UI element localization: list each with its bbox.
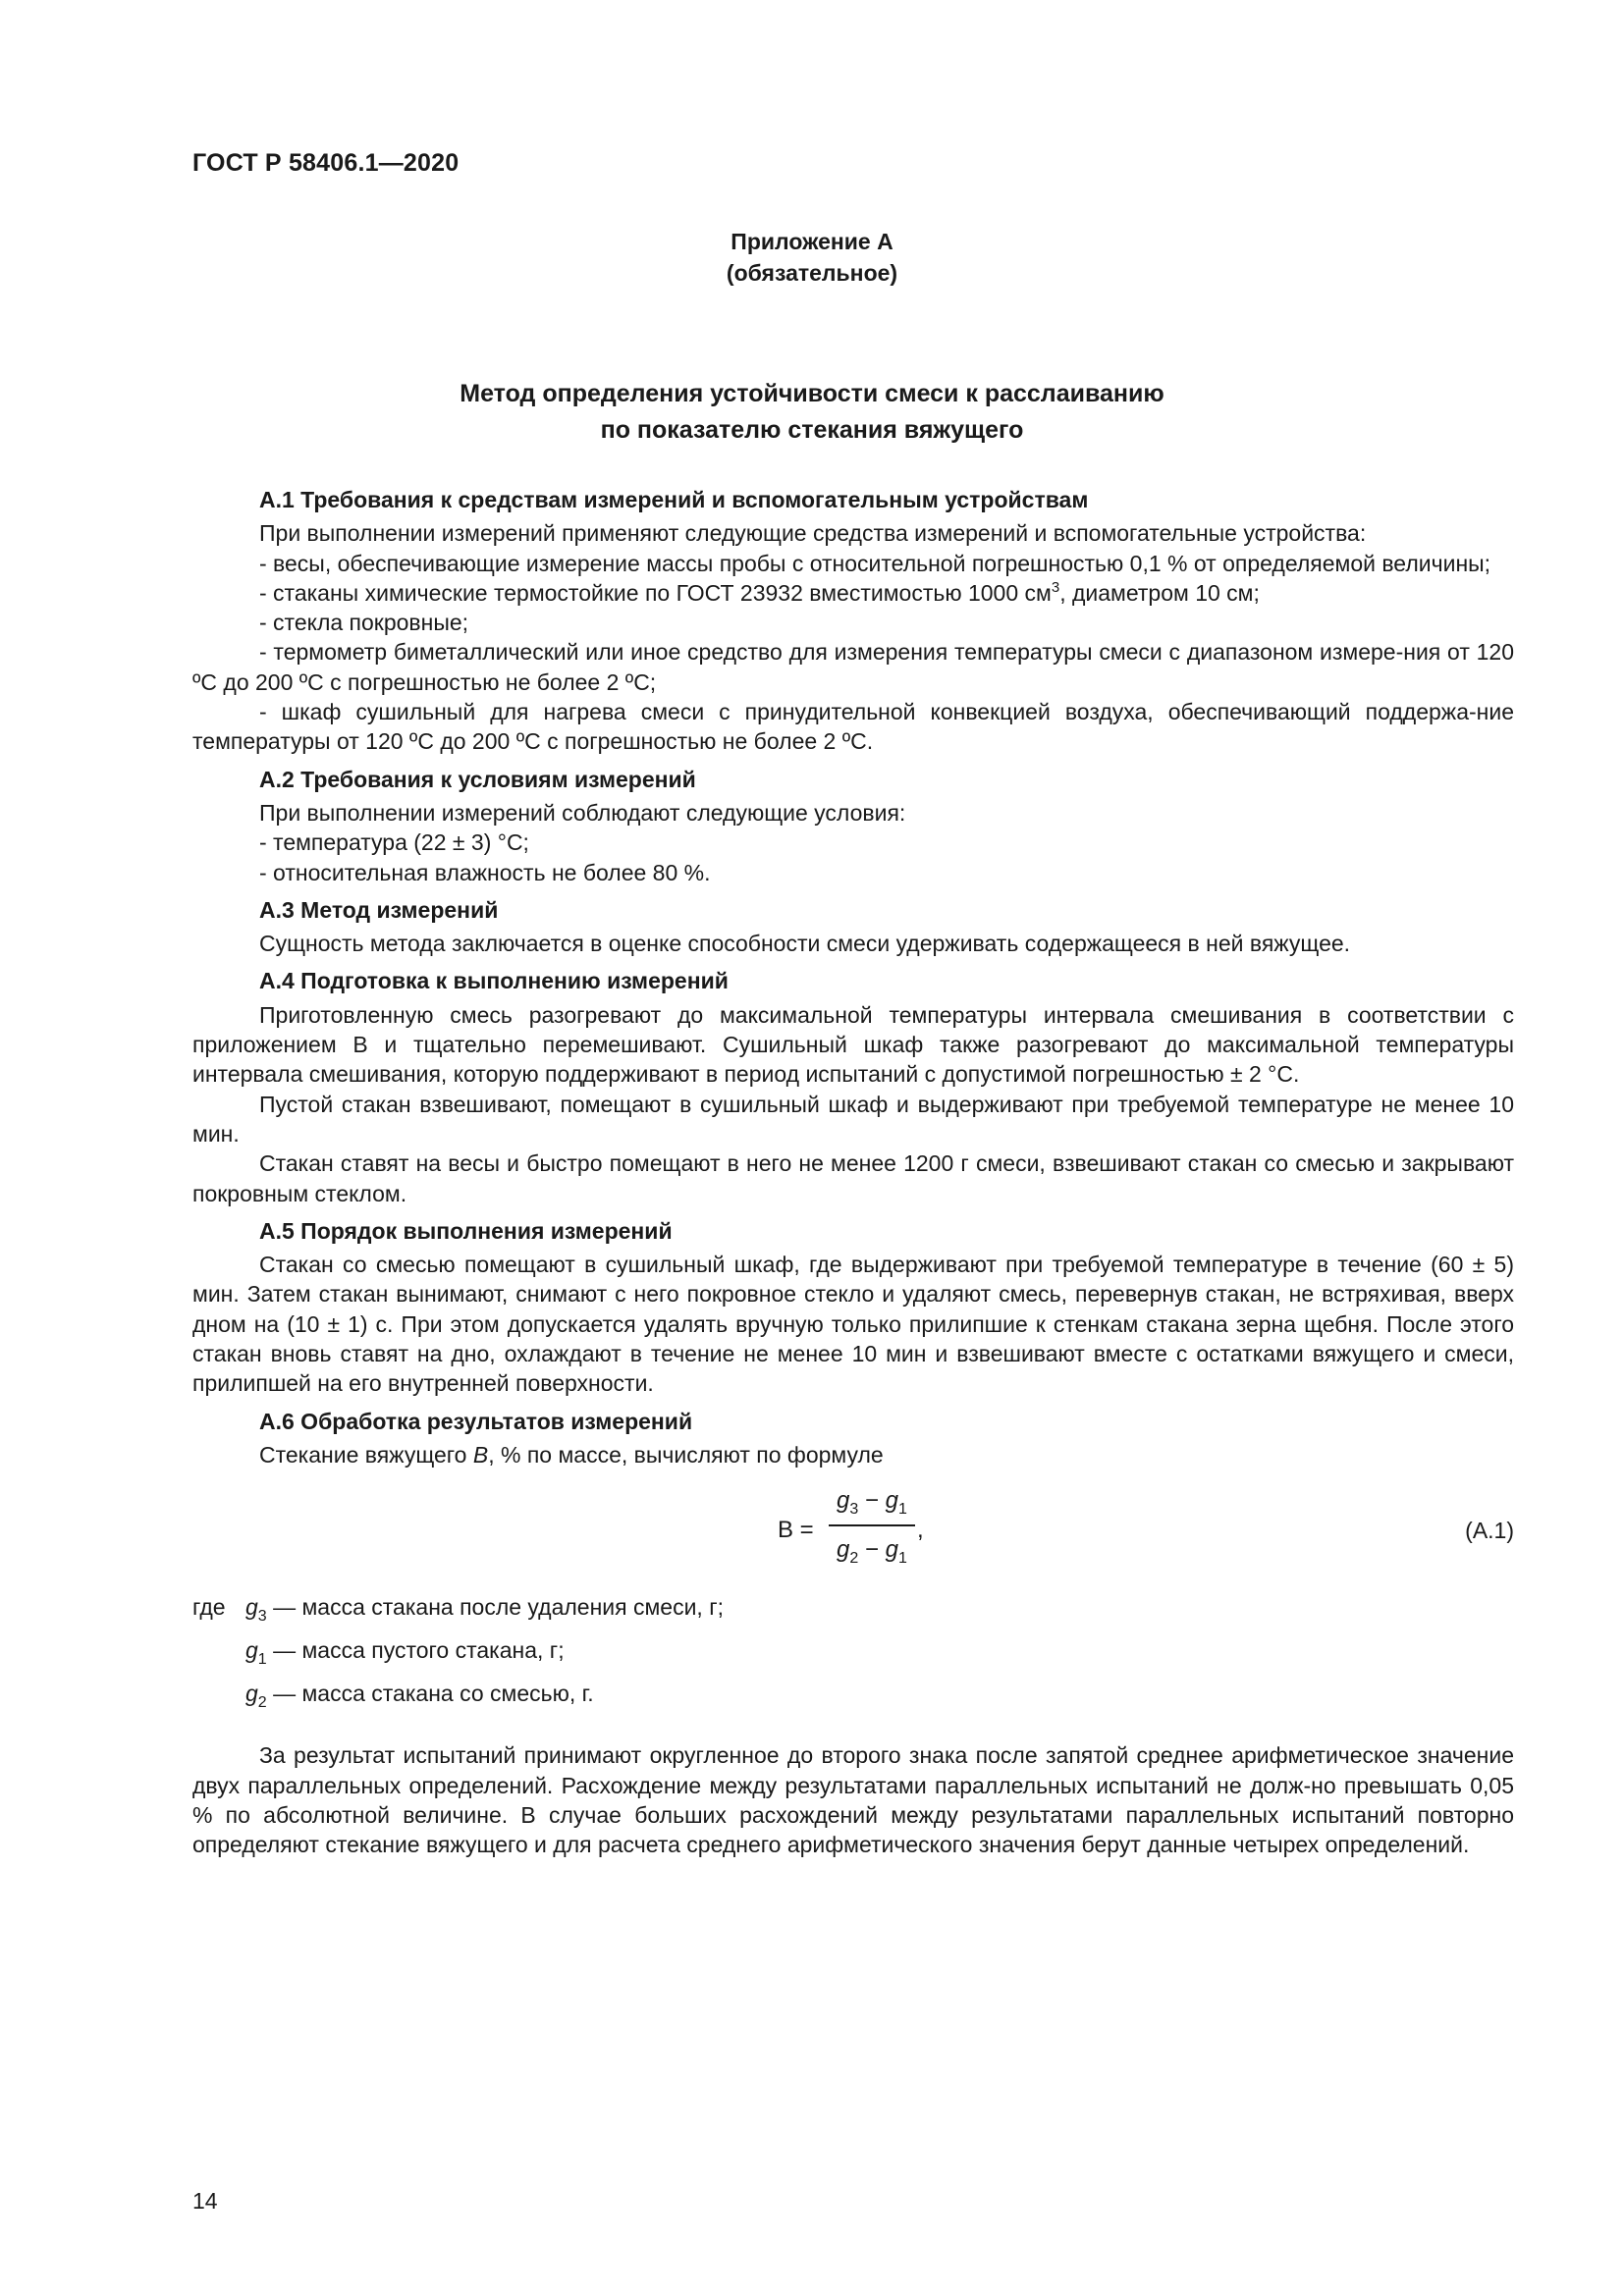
section-a5-paragraph: Стакан со смесью помещают в сушильный шкаф, где выдерживают при требуемой температуре в течение (60 ± 5) мин. Затем стакан вынимают, снимают с него покровное стекло и удаляют смесь, перевернув стакан, не встряхивая, вверх дном на (10 ± 1) с. При этом допускается удалять вручную только прилипшие к стенкам стакана зерна щебня. После этого стакан вновь ставят на дно, охлаждают в течение не менее 10 мин и взвешивают вместе с остатками вяжущего и смеси, прилипшей на его внутренней поверхности. [192,1252,1514,1397]
num-operator: − [858,1487,886,1515]
formula-fraction [829,1483,915,1568]
where-word: где [192,1594,226,1621]
formula-denominator [829,1532,915,1568]
definition-row [192,1676,1514,1719]
section-a6-intro [192,1440,1514,1469]
formula-numerator [829,1483,915,1519]
beakers-unit-exponent: 3 [1051,578,1060,596]
num-var-b: g [885,1487,899,1515]
annex-title [0,376,1624,449]
def-var: g [245,1681,258,1707]
definition-g1 [245,1632,565,1668]
section-a1-heading: А.1 Требования к средствам измерений и вспомогательным устройствам [259,487,1089,512]
definition-g3 [245,1589,724,1625]
section-a2-item-temperature: - температура (22 ± 3) °С; [259,829,529,856]
section-a1-item-thermometer: - термометр биметаллический или иное средство для измерения температуры смеси с диапазоном измере-ния от 120 ºС до 200 ºС с погрешностью не более 2 ºС; [192,639,1514,695]
def-var: g [245,1594,258,1621]
num-sub-b: 1 [898,1501,907,1519]
def-sub: 1 [257,1651,267,1669]
den-sub-a: 2 [849,1550,859,1568]
beakers-text: - стаканы химические термостойкие по ГОСТ 23932 вместимостью 1000 см [259,579,1052,606]
formula-lhs: В = [778,1517,814,1544]
intro-variable: В [472,1441,489,1468]
den-var-a: g [837,1536,850,1564]
num-sub-a: 3 [849,1501,859,1519]
annex-label: Приложение А [731,229,893,254]
def-text: — масса пустого стакана, г; [266,1637,565,1664]
def-sub: 3 [257,1608,267,1626]
page-number: 14 [192,2188,218,2214]
annex-status: (обязательное) [726,260,898,286]
section-a1-item-scales: - весы, обеспечивающие измерение массы пробы с относительной погрешностью 0,1 % от определяемой величины; [259,550,1491,576]
section-a2-intro: При выполнении измерений соблюдают следующие условия: [259,799,906,826]
section-a4-paragraph-3: Стакан ставят на весы и быстро помещают в него не менее 1200 г смеси, взвешивают стакан со смесью и закрывают покровным стеклом. [192,1150,1514,1206]
section-a6-heading: А.6 Обработка результатов измерений [259,1408,693,1434]
section-a1-item-cover-glass: - стекла покровные; [259,610,469,636]
annex-title-line1: Метод определения устойчивости смеси к расслаиванию [460,380,1164,407]
section-a5-heading: А.5 Порядок выполнения измерений [259,1217,673,1244]
fraction-bar [829,1524,915,1526]
intro-text: Стекание вяжущего [259,1441,473,1468]
section-a4-heading: А.4 Подготовка к выполнению измерений [259,968,729,994]
def-text: — масса стакана после удаления смеси, г; [266,1594,724,1621]
section-a6-result: За результат испытаний принимают округленное до второго знака после запятой среднее арифметическое значение двух параллельных определений. Расхождение между результатами параллельных испытаний не долж-но превышать 0,05 % по абсолютной величине. В случае больших расхождений между результатами параллельных испытаний повторно определяют стекание вяжущего и для расчета среднего арифметического значения берут данные четырех определений. [192,1742,1514,1858]
document-header: ГОСТ Р 58406.1—2020 [192,149,460,177]
beakers-text-end: , диаметром 10 см; [1059,579,1260,606]
definition-row [192,1632,1514,1676]
section-a4-paragraph-2: Пустой стакан взвешивают, помещают в сушильный шкаф и выдерживают при требуемой температуре не менее 10 мин. [192,1091,1514,1147]
section-a1-item-oven: - шкаф сушильный для нагрева смеси с принудительной конвекцией воздуха, обеспечивающий поддержа-ние температуры от 120 ºС до 200 ºС с погрешностью не более 2 ºС. [192,699,1514,755]
num-var-a: g [837,1487,850,1515]
definition-g2 [245,1676,594,1711]
document-body [192,485,1514,1859]
section-a2-item-humidity: - относительная влажность не более 80 %. [259,859,711,885]
den-operator: − [858,1536,886,1564]
def-sub: 2 [257,1694,267,1712]
def-var: g [245,1637,258,1664]
section-a2-heading: А.2 Требования к условиям измерений [259,766,696,792]
annex-heading [0,226,1624,289]
def-text: — масса стакана со смесью, г. [266,1681,594,1707]
formula-definitions [192,1589,1514,1719]
section-a4-paragraph-1: Приготовленную смесь разогревают до максимальной температуры интервала смешивания в соответствии с приложением В и тщательно перемешивают. Сушильный шкаф также разогревают до максимальной температуры интервала смешивания, которую поддерживают в период испытаний с допустимой погрешностью ± 2 °С. [192,1001,1514,1088]
section-a3-heading: А.3 Метод измерений [259,896,499,923]
formula-a1 [192,1483,1514,1581]
section-a1-item-beakers [192,578,1514,608]
annex-title-line2: по показателю стекания вяжущего [600,416,1024,444]
definition-row [192,1589,1514,1632]
den-var-b: g [885,1536,899,1564]
section-a1-intro: При выполнении измерений применяют следующие средства измерений и вспомогательные устройства: [259,520,1367,547]
intro-text-end: , % по массе, вычисляют по формуле [488,1441,884,1468]
den-sub-b: 1 [898,1550,907,1568]
formula-number: (А.1) [1465,1518,1514,1544]
formula-comma: , [917,1517,924,1544]
section-a3-text: Сущность метода заключается в оценке способности смеси удерживать содержащееся в ней вяжущее. [259,931,1351,957]
